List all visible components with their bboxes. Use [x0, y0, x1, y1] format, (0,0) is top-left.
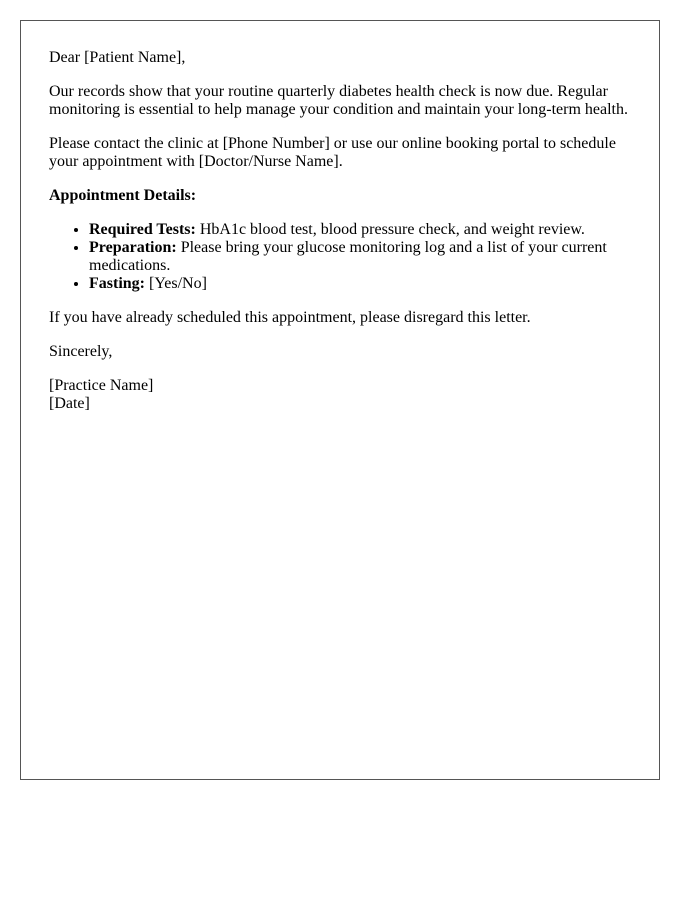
list-item-preparation — [89, 239, 631, 275]
contact-paragraph: Please contact the clinic at [Phone Number] or use our online booking portal to schedule your appointment with [Doctor/Nurse Name]. — [49, 135, 616, 170]
appointment-details-heading: Appointment Details: — [49, 187, 197, 204]
salutation: Dear [Patient Name], — [49, 49, 186, 66]
disregard-paragraph: If you have already scheduled this appointment, please disregard this letter. — [49, 309, 531, 326]
required-tests-label: Required Tests: — [89, 221, 196, 238]
list-item-fasting — [89, 275, 631, 293]
list-item-required-tests — [89, 221, 631, 239]
letter-date: [Date] — [49, 395, 90, 412]
preparation-text: Please bring your glucose monitoring log and a list of your current medications. — [89, 239, 607, 274]
closing: Sincerely, — [49, 343, 113, 360]
preparation-label: Preparation: — [89, 239, 177, 256]
appointment-details-list — [49, 221, 631, 293]
fasting-text: [Yes/No] — [145, 275, 207, 292]
practice-name: [Practice Name] — [49, 377, 154, 394]
required-tests-text: HbA1c blood test, blood pressure check, and weight review. — [195, 221, 585, 238]
letter-page — [20, 20, 660, 780]
fasting-label: Fasting: — [89, 275, 145, 292]
intro-paragraph: Our records show that your routine quarterly diabetes health check is now due. Regular monitoring is essential to help manage your condition and maintain your long-term health. — [49, 83, 628, 118]
signature-block — [49, 377, 631, 413]
